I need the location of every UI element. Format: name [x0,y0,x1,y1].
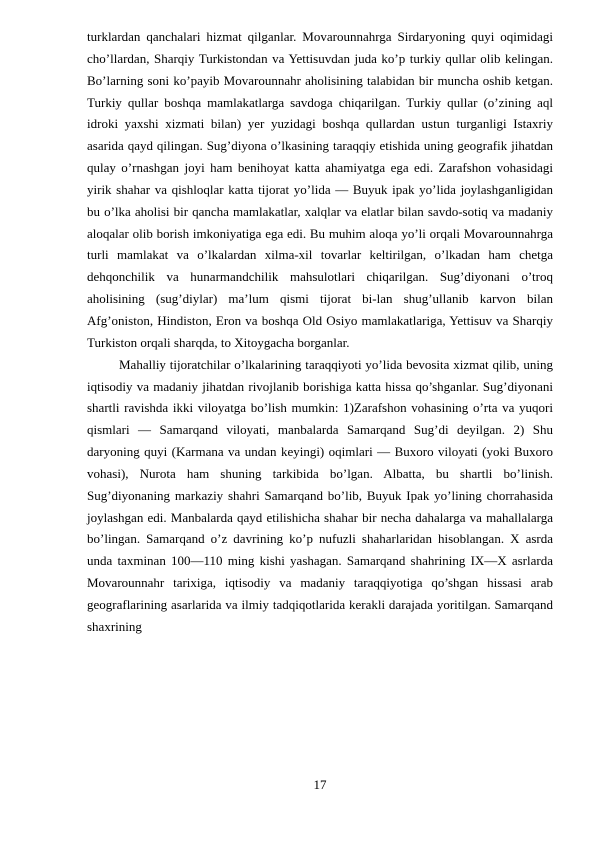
body-text [87,26,553,638]
page-number: 17 [313,777,327,792]
paragraph-2: Mahalliy tijoratchilar o’lkalarining taraqqiyoti yo’lida bevosita xizmat qilib, uning iqtisodiy va madaniy jihatdan rivojlanib borishiga katta hissa qo’shganlar. Sug’diyonani shartli ravishda ikki viloyatga bo’lish mumkin: 1)Zarafshon vohasining o’rta va yuqori qismlari — Samarqand viloyati, manbalarda Samarqand Sug’di deyilgan. 2) Shu daryoning quyi (Karmana va undan keyingi) oqimlari — Buxoro viloyati (yoki Buxoro vohasi), Nurota ham shuning tarkibida bo’lgan. Albatta, bu shartli bo’linish. Sug’diyonaning markaziy shahri Samarqand bo’lib, Buyuk Ipak yo’lining chorrahasida joylashgan edi. Manbalarda qayd etilishicha shahar bir necha dahalarga va mahallalarga bo’lingan. Samarqand o’z davrining ko’p nufuzli shaharlaridan hisoblangan. X asrda unda taxminan 100—110 ming kishi yashagan. Samarqand shahrining IX—X asrlarda Movarounnahr tarixiga, iqtisodiy va madaniy taraqqiyotiga qo’shgan hissasi arab geograflarining asarlarida va ilmiy tadqiqotlarida kerakli darajada yoritilgan. Samarqand shaxrining [87,356,553,634]
paragraph-1: turklardan qanchalari hizmat qilganlar. Movarounnahrga Sirdaryoning quyi oqimidagi cho’llardan, Sharqiy Turkistondan va Yettisuvdan juda ko’p turkiy qullar olib kelingan. Bo’larning soni ko’payib Movarounnahr aholisining talabidan bir muncha oshib ketgan. Turkiy qullar boshqa mamlakatlarga savdoga chiqarilgan. Turkiy qullar (o’zining aql idroki yaxshi xizmati bilan) yer yuzidagi boshqa qullardan ustun turganligi Istaxriy asarida qayd qilingan. Sug’diyona o’lkasining taraqqiy etishida uning geografik jihatdan qulay o’rnashgan joyi ham benihoyat katta ahamiyatga ega edi. Zarafshon vohasidagi yirik shahar va qishloqlar katta tijorat yo’lida — Buyuk ipak yo’lida joylashganligidan bu o’lka aholisi bir qancha mamlakatlar, xalqlar va elatlar bilan savdo-sotiq va madaniy aloqalar olib borish imkoniyatiga ega edi. Bu muhim aloqa yo’li orqali Movarounnahrga turli mamlakat va o’lkalardan xilma-xil tovarlar keltirilgan, o’lkadan ham chetga dehqonchilik va hunarmandchilik mahsulotlari chiqarilgan. Sug’diyonani o’troq aholisining (sug’diylar) ma’lum qismi tijorat bi-lan shug’ullanib karvon bilan Afg’oniston, Hindiston, Eron va boshqa Old Osiyo mamlakatlariga, Yettisuv va Sharqiy Turkiston orqali sharqda, to Xitoygacha borganlar. [87,29,553,350]
